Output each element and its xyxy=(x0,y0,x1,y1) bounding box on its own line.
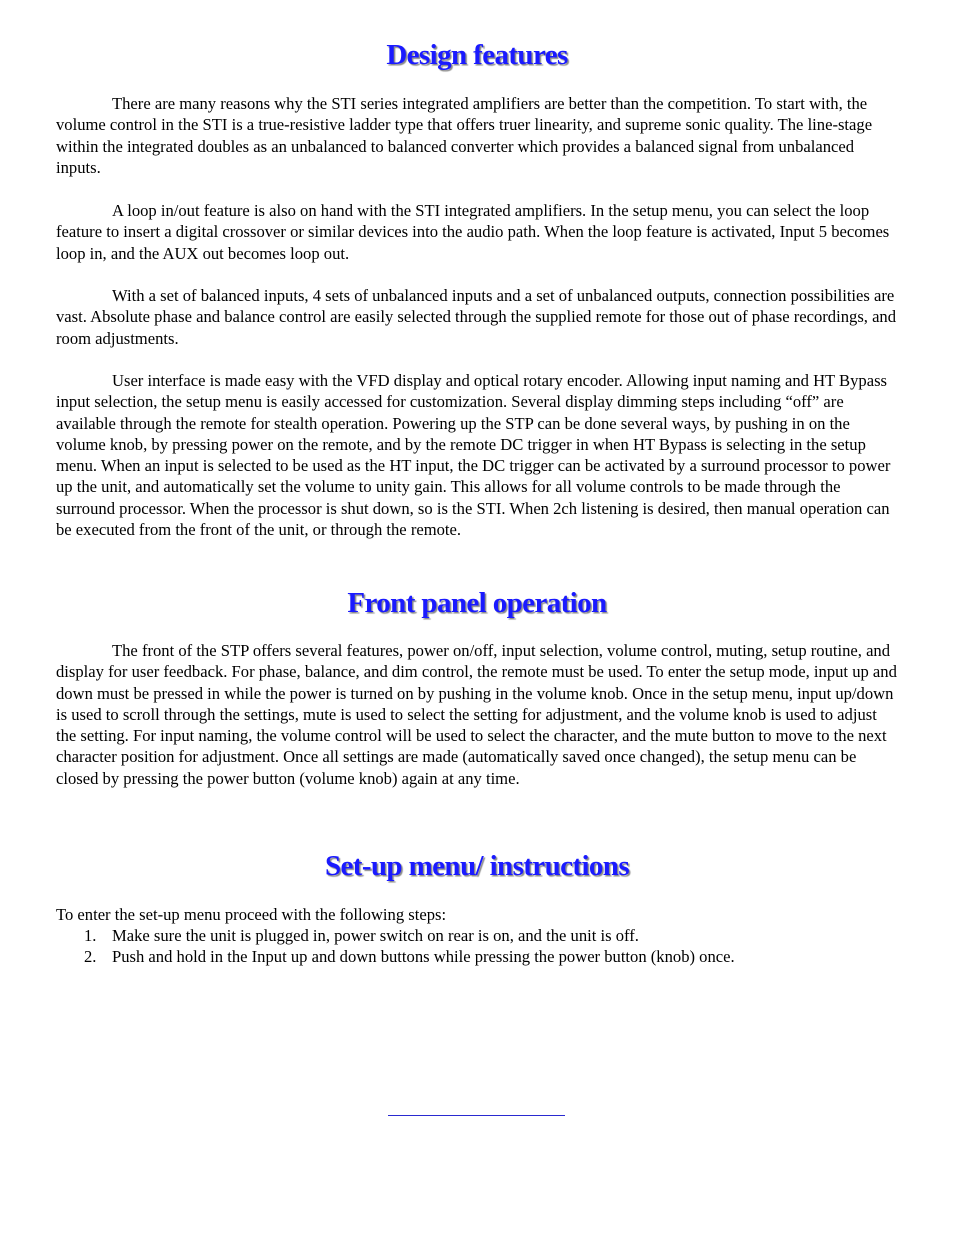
setup-steps-list xyxy=(56,925,898,968)
step-text: Push and hold in the Input up and down buttons while pressing the power button (knob) once. xyxy=(112,947,735,967)
design-paragraph-1: There are many reasons why the STI series integrated amplifiers are better than the competition. To start with, the volume control in the STI is a true-resistive ladder type that offers truer linearity, and supreme sonic quality. The line-stage within the integrated doubles as an unbalanced to balanced converter which provides a balanced signal from unbalanced inputs. xyxy=(56,94,873,177)
design-paragraph-4: User interface is made easy with the VFD display and optical rotary encoder. Allowing input naming and HT Bypass input selection, the setup menu is easily accessed for customization. Several display dimming steps including “off” are available through the remote for stealth operation. Powering up the STP can be done several ways, by pushing in on the volume knob, by pressing power on the remote, and by the remote DC trigger in when HT Bypass is selecting in the setup menu. When an input is selected to be used as the HT input, the DC trigger can be activated by a surround processor to power up the unit, and automatically set the volume to unity gain. This allows for all volume controls to be made through the surround processor. When the processor is shut down, so is the STI. When 2ch listening is desired, then manual operation can be executed from the front of the unit, or through the remote. xyxy=(56,371,891,540)
step-number: 2. xyxy=(84,947,97,967)
footer-divider-line xyxy=(388,1115,565,1116)
heading-design-features: Design features xyxy=(386,39,568,71)
design-paragraph-2: A loop in/out feature is also on hand with the STI integrated amplifiers. In the setup menu, you can select the loop feature to insert a digital crossover or similar devices into the audio path. When the loop feature is activated, Input 5 becomes loop in, and the AUX out becomes loop out. xyxy=(56,201,890,263)
setup-step-2 xyxy=(56,946,898,967)
step-text: Make sure the unit is plugged in, power switch on rear is on, and the unit is off. xyxy=(112,926,639,945)
front-panel-paragraph: The front of the STP offers several features, power on/off, input selection, volume control, muting, setup routine, and display for user feedback. For phase, balance, and dim control, the remote must be used. To enter the setup mode, input up and down must be pressed in while the power is turned on by pushing in the volume knob. Once in the setup menu, input up/down is used to scroll through the settings, mute is used to select the setting for adjustment, and the volume knob is used to adjust the setting. For input naming, the volume control will be used to select the character, and the mute button to move to the next character position for adjustment. Once all settings are made (automatically saved once changed), the setup menu can be closed by pressing the power button (volume knob) again at any time. xyxy=(56,641,897,788)
design-paragraph-3: With a set of balanced inputs, 4 sets of unbalanced inputs and a set of unbalanced outputs, connection possibilities are vast. Absolute phase and balance control are easily selected through the supplied remote for those out of phase recordings, and room adjustments. xyxy=(56,286,897,348)
setup-step-1 xyxy=(56,925,898,946)
setup-intro: To enter the set-up menu proceed with the following steps: xyxy=(56,905,447,924)
heading-front-panel-operation: Front panel operation xyxy=(347,587,607,619)
step-number: 1. xyxy=(84,926,97,945)
heading-setup-menu-instructions: Set-up menu/ instructions xyxy=(324,850,630,882)
